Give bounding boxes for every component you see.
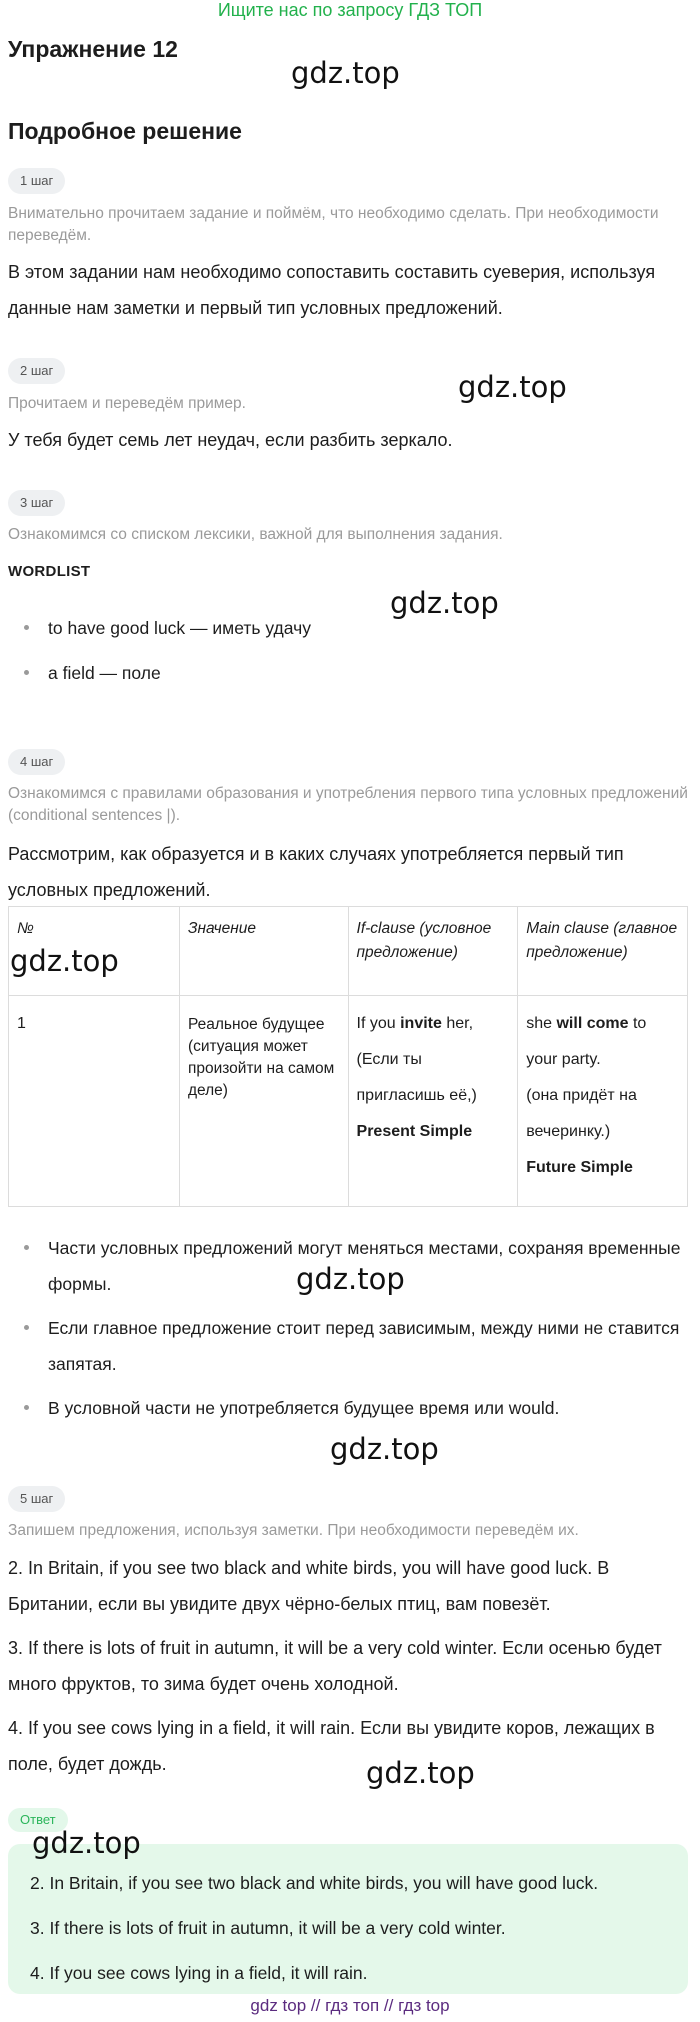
wordlist-item-text: a field — поле: [48, 663, 161, 683]
page-title: Упражнение 12: [8, 36, 178, 62]
step-1-text: В этом задании нам необходимо сопоставить составить суеверия, используя данные нам заметки и первый тип условных предложений.: [8, 262, 656, 318]
step-4-badge: 4 шаг: [8, 749, 65, 775]
step-4-text: Рассмотрим, как образуется и в каких случаях употребляется первый тип условных предложений.: [8, 844, 624, 900]
wordlist-title: WORDLIST: [8, 563, 91, 580]
cell-if-clause: [348, 996, 518, 1207]
if-tense: Present Simple: [356, 1123, 473, 1140]
if-translation: (Если ты пригласишь её,): [356, 1051, 477, 1104]
rule-bullet: [24, 1310, 684, 1382]
watermark: gdz.top: [32, 1826, 141, 1860]
rule-bullet: [24, 1390, 684, 1426]
header-if-clause: If-clause (условное предложение): [348, 907, 518, 996]
solution-sentence: 3. If there is lots of fruit in autumn, it will be a very cold winter. Если осенью будет много фруктов, то зима будет очень холодной.: [8, 1638, 662, 1694]
header-main-clause: Main clause (главное предложение): [518, 907, 688, 996]
section-title: Подробное решение: [8, 118, 242, 144]
watermark: gdz.top: [458, 370, 567, 404]
header-meaning: Значение: [179, 907, 348, 996]
footer-links[interactable]: gdz top // гдз топ // гдз top: [250, 1996, 450, 2015]
answer-line: 3. If there is lots of fruit in autumn, it will be a very cold winter.: [30, 1918, 506, 1938]
answer-line: 4. If you see cows lying in a field, it will rain.: [30, 1963, 368, 1983]
main-tense: Future Simple: [526, 1159, 633, 1176]
wordlist-item-text: to have good luck — иметь удачу: [48, 618, 311, 638]
answer-badge: Ответ: [8, 1808, 68, 1832]
wordlist-item: [24, 610, 684, 646]
watermark: gdz.top: [330, 1432, 439, 1466]
cell-number: 1: [9, 996, 180, 1207]
answer-line: 2. In Britain, if you see two black and white birds, you will have good luck.: [30, 1873, 599, 1893]
header-number: №: [9, 907, 180, 996]
watermark: gdz.top: [10, 944, 119, 978]
step-5-badge: 5 шаг: [8, 1486, 65, 1512]
rule-bullet-text: Части условных предложений могут меняться местами, сохраняя временные формы.: [48, 1238, 681, 1294]
step-3-note: Ознакомимся со списком лексики, важной для выполнения задания.: [8, 526, 503, 543]
watermark: gdz.top: [296, 1262, 405, 1296]
step-2-badge: 2 шаг: [8, 358, 65, 384]
step-1-badge: 1 шаг: [8, 168, 65, 194]
cell-main-clause: [518, 996, 688, 1207]
rule-bullet-text: Если главное предложение стоит перед зависимым, между ними не ставится запятая.: [48, 1318, 680, 1374]
watermark: gdz.top: [291, 56, 400, 90]
meaning-text: Реальное будущее (ситуация может произойти на самом деле): [187, 1016, 335, 1099]
main-translation: (она придёт на вечеринку.): [526, 1087, 637, 1140]
step-1-note: Внимательно прочитаем задание и поймём, что необходимо сделать. При необходимости переведём.: [8, 205, 659, 244]
step-5-note: Запишем предложения, используя заметки. При необходимости переведём их.: [8, 1522, 579, 1539]
wordlist-item: [24, 655, 684, 691]
main-example: she will come to your party.: [526, 1015, 647, 1068]
step-3-badge: 3 шаг: [8, 490, 65, 516]
rule-bullet-text: В условной части не употребляется будущее время или would.: [48, 1398, 560, 1418]
solution-sentence: 4. If you see cows lying in a field, it will rain. Если вы увидите коров, лежащих в поле, будет дождь.: [8, 1718, 655, 1774]
step-2-text: У тебя будет семь лет неудач, если разбить зеркало.: [8, 430, 453, 450]
step-2-note: Прочитаем и переведём пример.: [8, 395, 246, 412]
watermark: gdz.top: [366, 1756, 475, 1790]
step-4-note: Ознакомимся с правилами образования и употребления первого типа условных предложений (conditional sentences |).: [8, 785, 688, 824]
if-example: If you invite her,: [356, 1015, 474, 1032]
table-row: [9, 996, 688, 1207]
watermark: gdz.top: [390, 586, 499, 620]
search-hint-banner: Ищите нас по запросу ГДЗ ТОП: [217, 0, 483, 20]
solution-sentence: 2. In Britain, if you see two black and white birds, you will have good luck. В Британии, если вы увидите двух чёрно-белых птиц, вам повезёт.: [8, 1558, 610, 1614]
cell-meaning: [179, 996, 348, 1207]
